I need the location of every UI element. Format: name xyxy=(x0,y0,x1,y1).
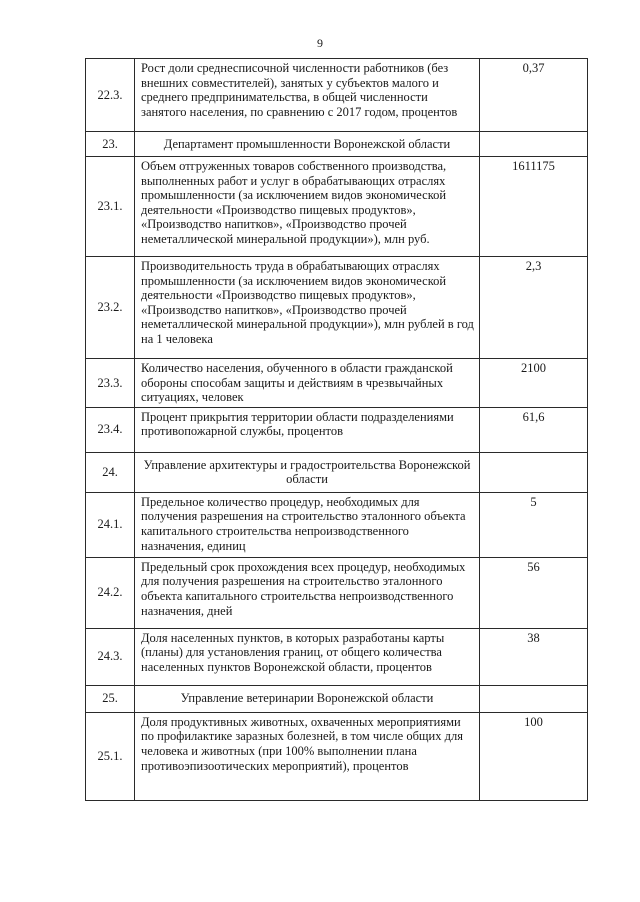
row-number: 23.3. xyxy=(86,359,135,408)
department-name: Управление ветеринарии Воронежской области xyxy=(135,685,480,712)
row-number: 22.3. xyxy=(86,59,135,132)
indicator-value: 100 xyxy=(480,712,588,800)
indicator-value: 0,37 xyxy=(480,59,588,132)
department-name: Департамент промышленности Воронежской области xyxy=(135,132,480,157)
table-row xyxy=(86,407,588,452)
indicator-name: Объем отгруженных товаров собственного производства, выполненных работ и услуг в обрабатывающих отраслях промышленности (за исключением видов экономической деятельности «Производство пищевых продуктов», «Производство напитков», «Производство прочей неметаллической минеральной продукции»), млн руб. xyxy=(135,157,480,257)
indicator-name: Предельное количество процедур, необходимых для получения разрешения на строительство эталонного объекта капитального строительства непроизводственного назначения, единиц xyxy=(135,492,480,557)
table-row xyxy=(86,257,588,359)
section-row xyxy=(86,132,588,157)
section-row xyxy=(86,452,588,492)
row-number: 24.1. xyxy=(86,492,135,557)
row-number: 24.3. xyxy=(86,628,135,685)
section-row xyxy=(86,685,588,712)
indicator-name: Рост доли среднесписочной численности работников (без внешних совместителей), занятых у субъектов малого и среднего предпринимательства, в общей численности занятого населения, по сравнению с 2017 годом, процентов xyxy=(135,59,480,132)
indicator-name: Доля населенных пунктов, в которых разработаны карты (планы) для установления границ, от общего количества населенных пунктов Воронежской области, процентов xyxy=(135,628,480,685)
table-row xyxy=(86,492,588,557)
indicator-value: 5 xyxy=(480,492,588,557)
indicator-name: Производительность труда в обрабатывающих отраслях промышленности (за исключением видов экономической деятельности «Производство пищевых продуктов», «Производство напитков», «Производство прочей неметаллической минеральной продукции»), млн рублей в год на 1 человека xyxy=(135,257,480,359)
table-row xyxy=(86,628,588,685)
table-row xyxy=(86,557,588,628)
row-number: 24. xyxy=(86,452,135,492)
empty-cell xyxy=(480,452,588,492)
row-number: 23.1. xyxy=(86,157,135,257)
indicator-name: Доля продуктивных животных, охваченных мероприятиями по профилактике заразных болезней, в том числе общих для человека и животных (при 100% выполнении плана противоэпизоотических мероприятий), процентов xyxy=(135,712,480,800)
indicator-value: 38 xyxy=(480,628,588,685)
table-row xyxy=(86,59,588,132)
indicator-name: Предельный срок прохождения всех процедур, необходимых для получения разрешения на строительство эталонного объекта капитального строительства непроизводственного назначения, дней xyxy=(135,557,480,628)
row-number: 25.1. xyxy=(86,712,135,800)
indicator-name: Процент прикрытия территории области подразделениями противопожарной службы, процентов xyxy=(135,407,480,452)
department-name: Управление архитектуры и градостроительства Воронежской области xyxy=(135,452,480,492)
table-row xyxy=(86,157,588,257)
indicator-value: 56 xyxy=(480,557,588,628)
row-number: 24.2. xyxy=(86,557,135,628)
row-number: 25. xyxy=(86,685,135,712)
row-number: 23.2. xyxy=(86,257,135,359)
empty-cell xyxy=(480,685,588,712)
row-number: 23. xyxy=(86,132,135,157)
indicator-value: 61,6 xyxy=(480,407,588,452)
indicator-value: 2100 xyxy=(480,359,588,408)
table-row xyxy=(86,712,588,800)
table-row xyxy=(86,359,588,408)
row-number: 23.4. xyxy=(86,407,135,452)
page-number: 9 xyxy=(317,36,323,50)
indicator-value: 1611175 xyxy=(480,157,588,257)
indicators-table xyxy=(85,58,588,801)
indicator-name: Количество населения, обученного в области гражданской обороны способам защиты и действиям в чрезвычайных ситуациях, человек xyxy=(135,359,480,408)
indicator-value: 2,3 xyxy=(480,257,588,359)
empty-cell xyxy=(480,132,588,157)
